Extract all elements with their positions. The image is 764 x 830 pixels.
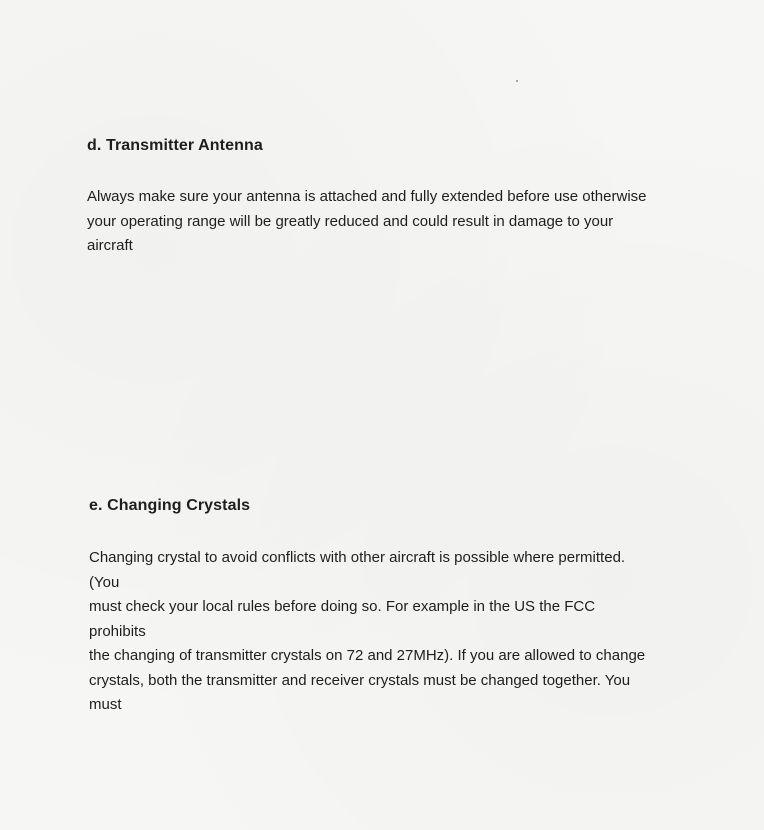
section-body: [89, 546, 729, 718]
section-body: [87, 185, 727, 259]
section-heading: e. Changing Crystals: [89, 497, 251, 514]
text-line: the changing of transmitter crystals on 72 and 27MHz). If you are allowed to change: [89, 647, 646, 664]
text-line: must check your local rules before doing so. For example in the US the FCC: [89, 598, 596, 615]
text-line: aircraft: [87, 237, 133, 254]
text-line: (You: [89, 573, 120, 591]
scan-speck: [516, 80, 518, 82]
section-changing-crystals: [89, 496, 729, 718]
text-line: prohibits: [89, 622, 146, 640]
text-line: your operating range will be greatly reduced and could result in damage to your: [87, 212, 614, 230]
text-line: must: [89, 696, 122, 713]
text-line: Always make sure your antenna is attached and fully extended before use otherwise: [87, 188, 647, 205]
section-heading: d. Transmitter Antenna: [87, 137, 263, 154]
section-transmitter-antenna: [87, 136, 727, 259]
text-line: crystals, both the transmitter and receiver crystals must be changed together. You: [89, 671, 631, 689]
text-line: Changing crystal to avoid conflicts with other aircraft is possible where permitted.: [89, 549, 626, 566]
